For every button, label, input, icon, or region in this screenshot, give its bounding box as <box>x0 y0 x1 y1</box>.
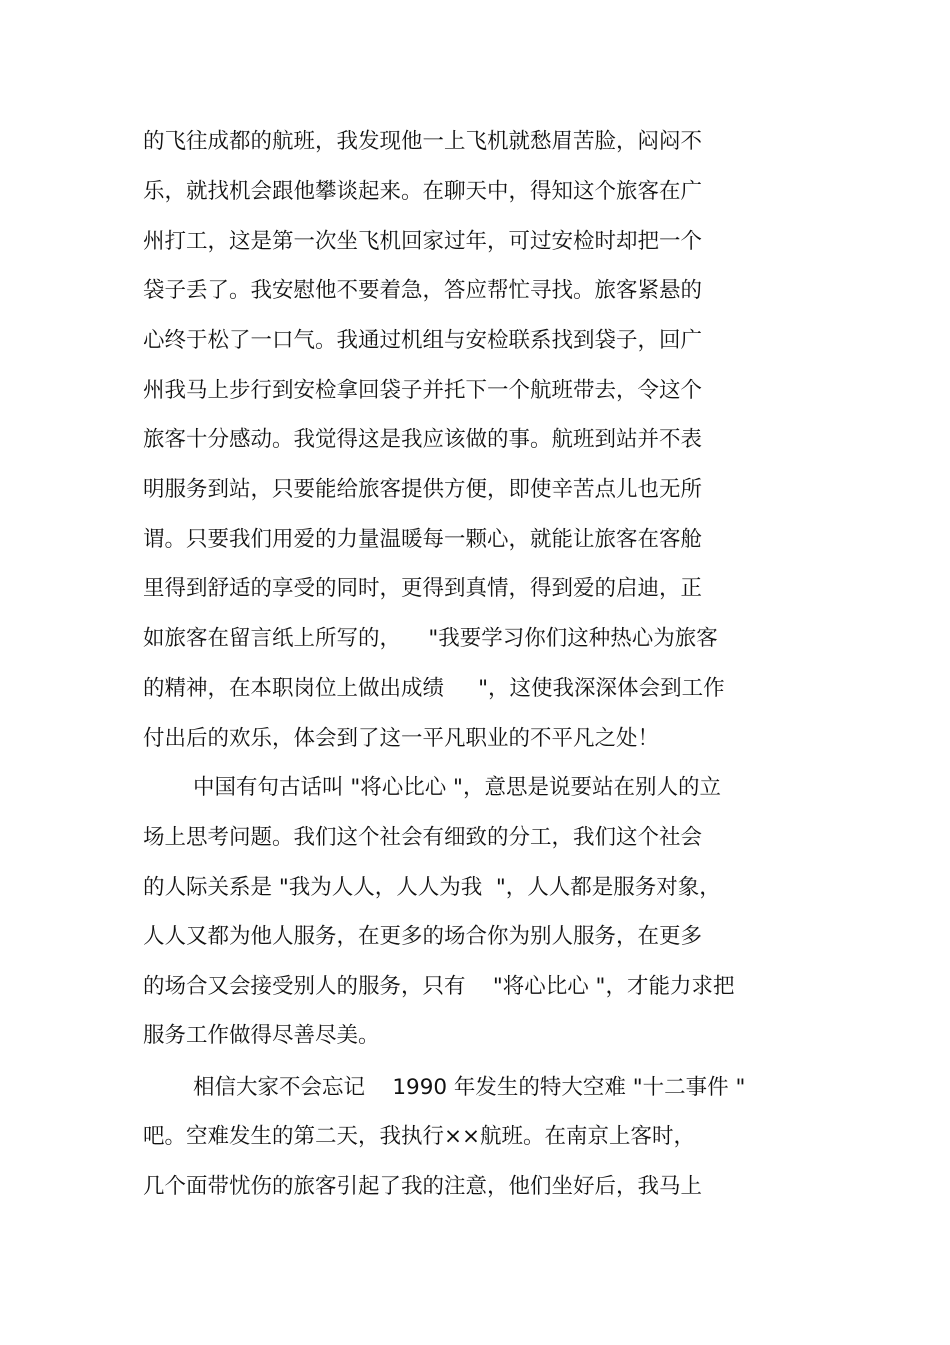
text-line: 乐，就找机会跟他攀谈起来。在聊天中，得知这个旅客在广 <box>143 179 703 204</box>
text-line: 的场合又会接受别人的服务，只有 "将心比心 "，才能力求把 <box>143 974 735 999</box>
text-line: 州我马上步行到安检拿回袋子并托下一个航班带去，令这个 <box>143 378 703 403</box>
paragraph-first-line: 中国有句古话叫 "将心比心 "，意思是说要站在别人的立 <box>193 775 721 800</box>
text-line: 服务工作做得尽善尽美。 <box>143 1023 380 1048</box>
paragraph-first-line: 相信大家不会忘记 1990 年发生的特大空难 "十二事件 " <box>193 1075 746 1100</box>
text-line: 里得到舒适的享受的同时，更得到真情，得到爱的启迪，正 <box>143 576 703 601</box>
text-line: 几个面带忧伤的旅客引起了我的注意，他们坐好后，我马上 <box>143 1174 703 1199</box>
text-line: 袋子丢了。我安慰他不要着急，答应帮忙寻找。旅客紧悬的 <box>143 278 703 303</box>
text-line: 的人际关系是 "我为人人，人人为我 "，人人都是服务对象， <box>143 875 721 900</box>
text-line: 明服务到站，只要能给旅客提供方便，即使辛苦点儿也无所 <box>143 477 703 502</box>
text-line: 的飞往成都的航班，我发现他一上飞机就愁眉苦脸，闷闷不 <box>143 129 703 154</box>
text-line: 谓。只要我们用爱的力量温暖每一颗心，就能让旅客在客舱 <box>143 527 703 552</box>
text-line: 吧。空难发生的第二天，我执行××航班。在南京上客时， <box>143 1124 696 1149</box>
text-line: 场上思考问题。我们这个社会有细致的分工，我们这个社会 <box>143 825 703 850</box>
text-line: 如旅客在留言纸上所写的， "我要学习你们这种热心为旅客 <box>143 626 718 651</box>
text-line: 付出后的欢乐，体会到了这一平凡职业的不平凡之处！ <box>143 726 660 751</box>
text-line: 州打工，这是第一次坐飞机回家过年，可过安检时却把一个 <box>143 229 703 254</box>
text-line: 心终于松了一口气。我通过机组与安检联系找到袋子，回广 <box>143 328 703 353</box>
text-line: 人人又都为他人服务，在更多的场合你为别人服务，在更多 <box>143 924 703 949</box>
text-line: 旅客十分感动。我觉得这是我应该做的事。航班到站并不表 <box>143 427 703 452</box>
text-line: 的精神，在本职岗位上做出成绩 "，这使我深深体会到工作 <box>143 676 725 701</box>
